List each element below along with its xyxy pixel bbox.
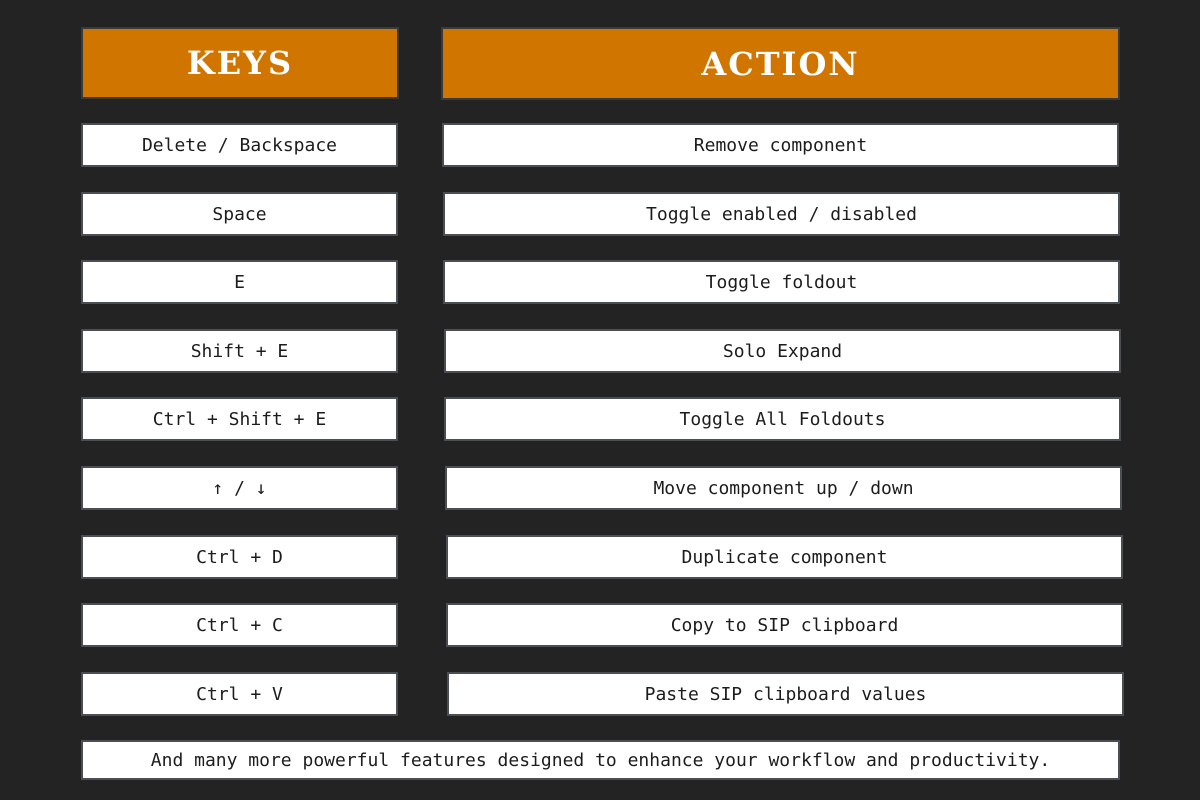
- keys-header: [81, 27, 399, 99]
- action-header: [441, 27, 1120, 100]
- action-label: Copy to SIP clipboard: [670, 614, 899, 636]
- action-cell: [444, 329, 1121, 373]
- key-cell: [81, 329, 398, 373]
- action-cell: [446, 603, 1123, 647]
- key-label: Space: [212, 203, 267, 225]
- action-label: Toggle enabled / disabled: [646, 203, 917, 225]
- action-label: Paste SIP clipboard values: [644, 683, 927, 705]
- action-label: Toggle All Foldouts: [679, 408, 886, 430]
- action-label: Move component up / down: [653, 477, 914, 499]
- key-cell: [81, 192, 398, 236]
- key-cell: [81, 672, 398, 716]
- action-label: Remove component: [693, 134, 868, 156]
- keys-header-label: KEYS: [186, 44, 294, 82]
- action-label: Solo Expand: [722, 340, 843, 362]
- key-label: Ctrl + Shift + E: [152, 408, 327, 430]
- key-cell: [81, 466, 398, 510]
- action-cell: [442, 123, 1119, 167]
- footer-note: [81, 740, 1120, 780]
- action-cell: [446, 535, 1123, 579]
- action-cell: [443, 192, 1120, 236]
- footer-note-text: And many more powerful features designed to enhance your workflow and productivity.: [150, 749, 1051, 771]
- key-cell: [81, 603, 398, 647]
- key-cell: [81, 260, 398, 304]
- key-label: Ctrl + V: [196, 683, 283, 705]
- action-cell: [443, 260, 1120, 304]
- action-cell: [447, 672, 1124, 716]
- key-cell: [81, 123, 398, 167]
- action-cell: [444, 397, 1121, 441]
- key-label: Shift + E: [190, 340, 289, 362]
- key-label: Delete / Backspace: [141, 134, 338, 156]
- key-label: Ctrl + D: [196, 546, 283, 568]
- key-cell: [81, 535, 398, 579]
- key-label: ↑ / ↓: [212, 477, 267, 499]
- key-label: E: [234, 271, 245, 293]
- action-label: Toggle foldout: [705, 271, 858, 293]
- action-header-label: ACTION: [701, 44, 860, 83]
- key-label: Ctrl + C: [196, 614, 283, 636]
- action-cell: [445, 466, 1122, 510]
- action-label: Duplicate component: [681, 546, 888, 568]
- key-cell: [81, 397, 398, 441]
